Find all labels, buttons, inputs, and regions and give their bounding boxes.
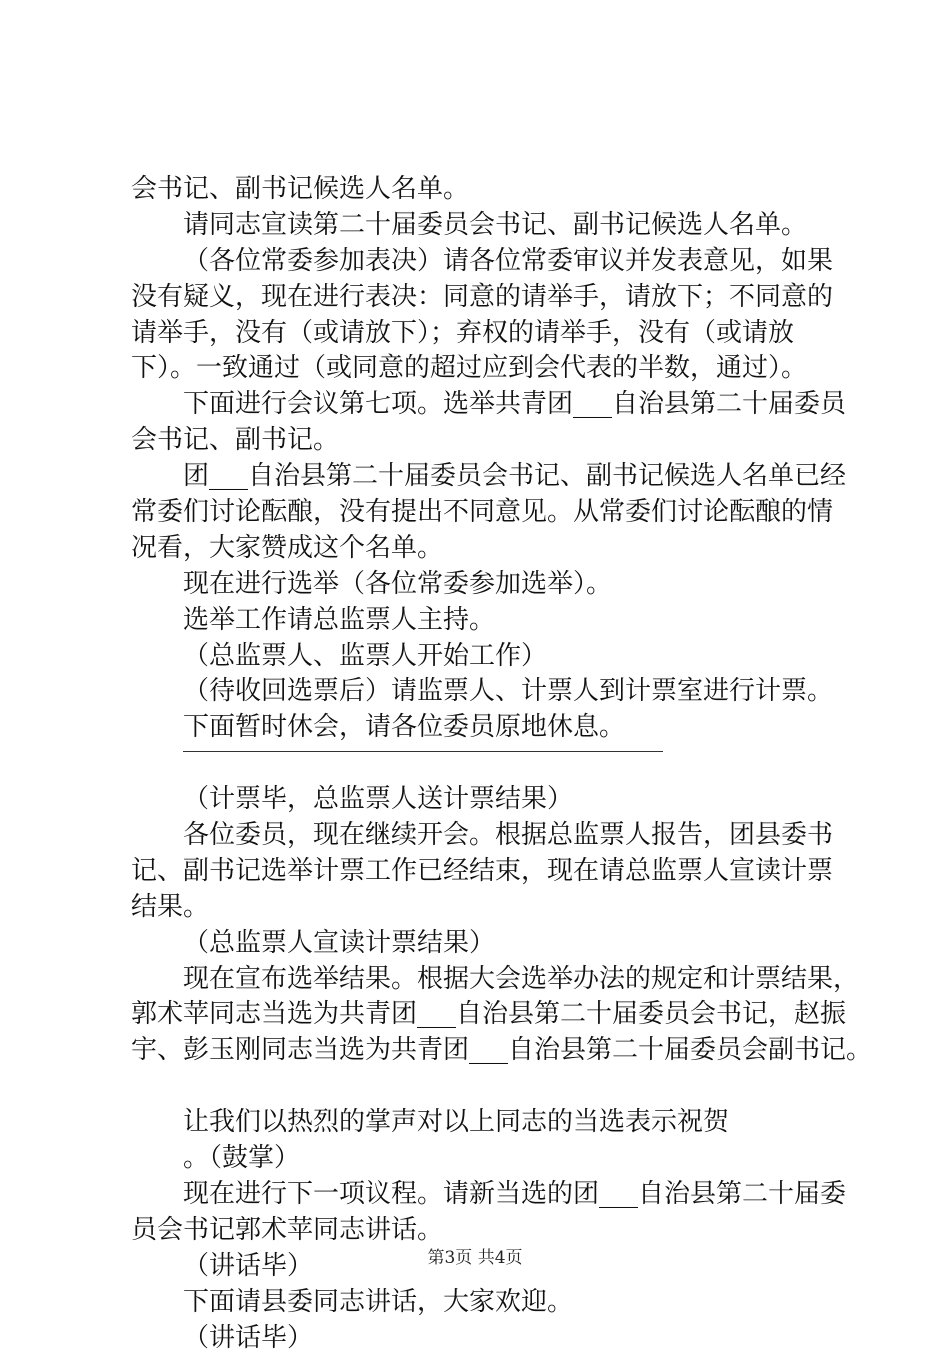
- paragraph-line: 现在进行选举（各位常委参加选举）。: [131, 567, 851, 603]
- page-footer: [0, 1243, 950, 1268]
- paragraph-line: 下）。一致通过（或同意的超过应到会代表的半数，通过）。: [131, 351, 851, 387]
- paragraph-line: （待收回选票后）请监票人、计票人到计票室进行计票。: [131, 674, 851, 710]
- paragraph-line: 请举手，没有（或请放下）；弃权的请举手，没有（或请放: [131, 316, 851, 352]
- horizontal-rule: [183, 751, 663, 752]
- paragraph-line: 选举工作请总监票人主持。: [131, 603, 851, 639]
- paragraph-line: 请同志宣读第二十届委员会书记、副书记候选人名单。: [131, 208, 851, 244]
- paragraph-line: 让我们以热烈的掌声对以上同志的当选表示祝贺: [131, 1105, 851, 1141]
- paragraph-line: 下面进行会议第七项。选举共青团___自治县第二十届委员: [131, 387, 851, 423]
- paragraph-line: （计票毕，总监票人送计票结果）: [131, 782, 851, 818]
- paragraph-line: 现在宣布选举结果。根据大会选举办法的规定和计票结果，: [131, 962, 851, 998]
- page-number: 第3页 共4页: [427, 1248, 522, 1268]
- paragraph-line: 。（鼓掌）: [131, 1141, 851, 1177]
- paragraph-line: （总监票人、监票人开始工作）: [131, 639, 851, 675]
- paragraph-line: （讲话毕）: [131, 1321, 851, 1356]
- paragraph-line: 下面暂时休会，请各位委员原地休息。: [131, 710, 851, 746]
- paragraph-line: 常委们讨论酝酿，没有提出不同意见。从常委们讨论酝酿的情: [131, 495, 851, 531]
- paragraph-line: （总监票人宣读计票结果）: [131, 926, 851, 962]
- paragraph-line: （讲话毕）: [131, 1249, 851, 1285]
- paragraph-line: 团___自治县第二十届委员会书记、副书记候选人名单已经: [131, 459, 851, 495]
- separator-row: [131, 746, 851, 782]
- paragraph-line: 宇、彭玉刚同志当选为共青团___自治县第二十届委员会副书记。: [131, 1033, 851, 1069]
- document-body: [131, 172, 851, 1356]
- paragraph-line: （各位常委参加表决）请各位常委审议并发表意见，如果: [131, 244, 851, 280]
- paragraph-line: 记、副书记选举计票工作已经结束，现在请总监票人宣读计票: [131, 854, 851, 890]
- paragraph-line: 郭术苹同志当选为共青团___自治县第二十届委员会书记，赵振: [131, 997, 851, 1033]
- paragraph-line: 现在进行下一项议程。请新当选的团___自治县第二十届委: [131, 1177, 851, 1213]
- paragraph-line: 没有疑义，现在进行表决：同意的请举手，请放下；不同意的: [131, 280, 851, 316]
- paragraph-line: 结果。: [131, 890, 851, 926]
- paragraph-line: 况看，大家赞成这个名单。: [131, 531, 851, 567]
- paragraph-line: 会书记、副书记候选人名单。: [131, 172, 851, 208]
- paragraph-line: 会书记、副书记。: [131, 423, 851, 459]
- paragraph-line: 各位委员，现在继续开会。根据总监票人报告，团县委书: [131, 818, 851, 854]
- paragraph-line: 下面请县委同志讲话，大家欢迎。: [131, 1285, 851, 1321]
- paragraph-line: 员会书记郭术苹同志讲话。: [131, 1213, 851, 1249]
- blank-line: [131, 1069, 851, 1105]
